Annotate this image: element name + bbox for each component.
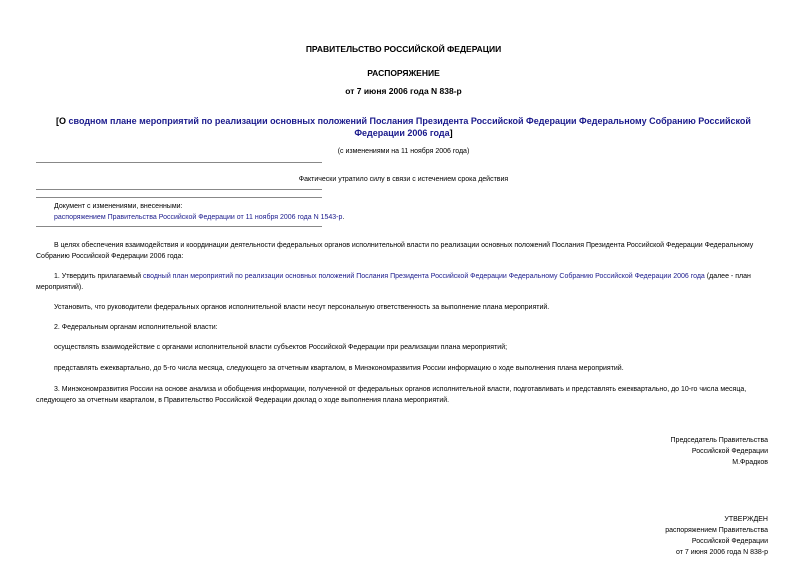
paragraph-text: осуществлять взаимодействие с органами исполнительной власти субъектов Российской Федерации при реализации плана мероприятий;	[54, 344, 508, 351]
amendments-label: Документ с изменениями, внесенными:	[54, 203, 183, 210]
approval-block	[500, 514, 768, 558]
amendments-after: .	[342, 214, 345, 221]
body-paragraph	[36, 271, 776, 293]
signature-country: Российской Федерации	[691, 448, 768, 455]
divider	[36, 162, 322, 163]
signature-position: Председатель Правительства	[670, 437, 768, 444]
plan-link[interactable]: сводный план мероприятий по реализации основных положений Послания Президента Российской Федерации Федеральному Собранию Российской Федерации 2006 года	[142, 273, 705, 280]
body-paragraph	[36, 240, 776, 262]
government-heading: ПРАВИТЕЛЬСТВО РОССИЙСКОЙ ФЕДЕРАЦИИ	[305, 44, 502, 54]
document-date-number: от 7 июня 2006 года N 838-р	[345, 86, 462, 96]
title-close-bracket: ]	[449, 128, 453, 138]
body-paragraph	[36, 384, 776, 406]
amendments-entry	[54, 212, 754, 223]
body-paragraph	[36, 302, 776, 313]
status-note: Фактически утратило силу в связи с истечением срока действия	[298, 176, 509, 183]
document-title	[50, 115, 757, 139]
paragraph-text: представлять ежеквартально, до 5-го числа месяца, следующего за отчетным кварталом, в Минэкономразвития России информацию о ходе выполнения плана мероприятий.	[54, 365, 624, 372]
body-paragraph	[36, 322, 776, 333]
document-type: РАСПОРЯЖЕНИЕ	[367, 68, 440, 78]
body-paragraph	[36, 363, 776, 374]
approval-heading: УТВЕРЖДЕН	[724, 516, 768, 523]
changes-note: (с изменениями на 11 ноября 2006 года)	[337, 148, 470, 155]
approval-line: Российской Федерации	[691, 538, 768, 545]
approval-date: от 7 июня 2006 года N 838-р	[676, 549, 768, 556]
paragraph-text: 3. Минэкономразвития России на основе анализа и обобщения информации, полученной от федеральных органов исполнительной власти, подготавливать и представлять ежеквартально, до 10-го числа месяца, следующего за отчетным кварталом, в Правительство Российской Федерации доклад о ходе выполнения плана мероприятий.	[36, 386, 747, 404]
paragraph-text: (далее - план мероприятий).	[36, 273, 751, 291]
title-open-bracket: [О	[56, 116, 69, 126]
signature-block	[500, 435, 768, 468]
paragraph-text: В целях обеспечения взаимодействия и координации деятельности федеральных органов исполнительной власти по реализации основных положений Послания Президента Российской Федерации Федеральному Собранию Российской Федерации 2006 года:	[36, 242, 754, 260]
signature-name: М.Фрадков	[732, 459, 768, 466]
paragraph-text: 1. Утвердить прилагаемый	[54, 273, 143, 280]
divider	[36, 226, 322, 227]
amendments-link[interactable]: распоряжением Правительства Российской Федерации от 11 ноября 2006 года N 1543-р	[54, 214, 343, 221]
title-link[interactable]: сводном плане мероприятий по реализации основных положений Послания Президента Российской Федерации Федеральному Собранию Российской Федерации 2006 года	[68, 116, 751, 138]
approval-line: распоряжением Правительства	[665, 527, 768, 534]
paragraph-text: 2. Федеральным органам исполнительной власти:	[54, 324, 218, 331]
paragraph-text: Установить, что руководители федеральных органов исполнительной власти несут персональную ответственность за выполнение плана мероприятий.	[54, 304, 550, 311]
divider	[36, 189, 322, 190]
divider	[36, 197, 322, 198]
body-paragraph	[36, 342, 776, 353]
